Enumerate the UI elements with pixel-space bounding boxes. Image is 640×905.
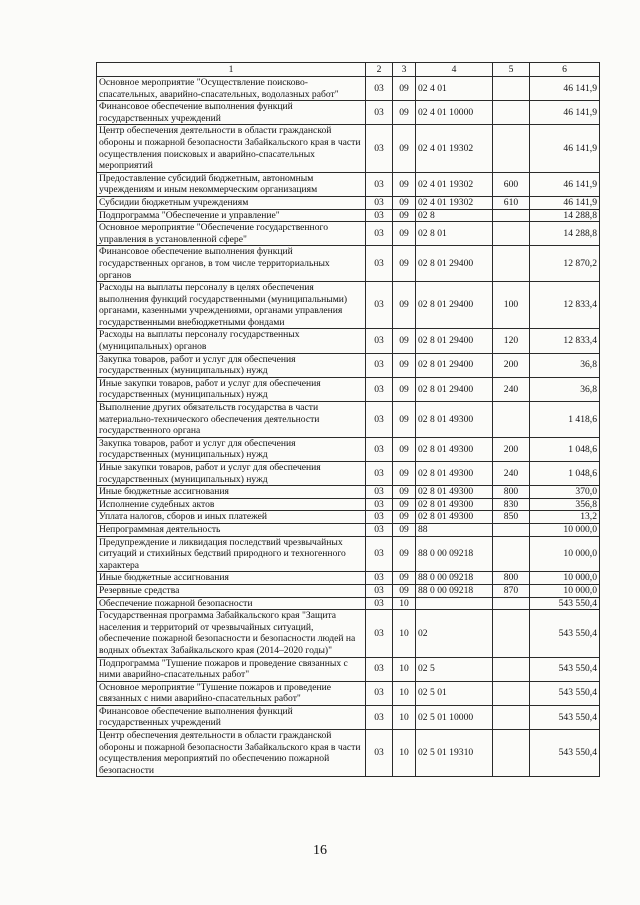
table-row: [97, 77, 600, 101]
target-article-cell: 02 8 01 49300: [416, 437, 493, 461]
section-code-cell: 03: [366, 511, 393, 524]
table-row: [97, 196, 600, 209]
row-name-cell: Субсидии бюджетным учреждениям: [97, 196, 366, 209]
header-row: [97, 63, 600, 77]
row-name-cell: Основное мероприятие "Тушение пожаров и проведение связанных с ними аварийно-спасательных работ": [97, 681, 366, 705]
row-name-cell: Расходы на выплаты персоналу государственных (муниципальных) органов: [97, 329, 366, 353]
expense-type-cell: [493, 705, 530, 729]
subsection-code-cell: 10: [393, 597, 416, 610]
target-article-cell: 02 5 01: [416, 681, 493, 705]
row-name-cell: Финансовое обеспечение выполнения функций государственных учреждений: [97, 101, 366, 125]
row-name-cell: Расходы на выплаты персоналу в целях обеспечения выполнения функций государственными (муниципальными) органами, казенными учреждениями, органами управления государственными внебюджетными фондами: [97, 282, 366, 329]
row-name-cell: Подпрограмма "Тушение пожаров и проведение связанных с ними аварийно-спасательных работ": [97, 657, 366, 681]
amount-cell: 543 550,4: [530, 597, 600, 610]
subsection-code-cell: 09: [393, 282, 416, 329]
subsection-code-cell: 09: [393, 437, 416, 461]
table-row: [97, 536, 600, 572]
subsection-code-cell: 09: [393, 77, 416, 101]
target-article-cell: 02 8 01 29400: [416, 246, 493, 282]
expense-type-cell: [493, 77, 530, 101]
expense-type-cell: 870: [493, 584, 530, 597]
table-row: [97, 353, 600, 377]
amount-cell: 12 833,4: [530, 329, 600, 353]
expense-type-cell: [493, 681, 530, 705]
expense-type-cell: [493, 597, 530, 610]
table-row: [97, 377, 600, 401]
amount-cell: 36,8: [530, 353, 600, 377]
expense-type-cell: [493, 730, 530, 777]
subsection-code-cell: 09: [393, 536, 416, 572]
amount-cell: 370,0: [530, 486, 600, 499]
table-row: [97, 282, 600, 329]
subsection-code-cell: 10: [393, 610, 416, 657]
expense-type-cell: [493, 402, 530, 438]
target-article-cell: 02 8 01: [416, 222, 493, 246]
amount-cell: 543 550,4: [530, 681, 600, 705]
expense-type-cell: 610: [493, 196, 530, 209]
amount-cell: 14 288,8: [530, 222, 600, 246]
expense-type-cell: [493, 523, 530, 536]
table-row: [97, 437, 600, 461]
amount-cell: 1 048,6: [530, 437, 600, 461]
section-code-cell: 03: [366, 172, 393, 196]
amount-cell: 543 550,4: [530, 705, 600, 729]
section-code-cell: 03: [366, 329, 393, 353]
expense-type-cell: [493, 610, 530, 657]
expense-type-cell: [493, 209, 530, 222]
amount-cell: 543 550,4: [530, 657, 600, 681]
section-code-cell: 03: [366, 101, 393, 125]
table-row: [97, 584, 600, 597]
target-article-cell: 02 8 01 29400: [416, 353, 493, 377]
expense-type-cell: 120: [493, 329, 530, 353]
amount-cell: 1 048,6: [530, 462, 600, 486]
expense-type-cell: 830: [493, 498, 530, 511]
table-row: [97, 222, 600, 246]
subsection-code-cell: 09: [393, 209, 416, 222]
row-name-cell: Исполнение судебных актов: [97, 498, 366, 511]
amount-cell: 12 870,2: [530, 246, 600, 282]
section-code-cell: 03: [366, 462, 393, 486]
row-name-cell: Центр обеспечения деятельности в области гражданской обороны и пожарной безопасности Забайкальского края в части осуществления мероприятий по обеспечению пожарной безопасности: [97, 730, 366, 777]
row-name-cell: Обеспечение пожарной безопасности: [97, 597, 366, 610]
row-name-cell: Основное мероприятие "Осуществление поисково-спасательных, аварийно-спасательных, водолазных работ": [97, 77, 366, 101]
section-code-cell: 03: [366, 536, 393, 572]
target-article-cell: 02 8 01 49300: [416, 402, 493, 438]
subsection-code-cell: 10: [393, 681, 416, 705]
table-row: [97, 511, 600, 524]
subsection-code-cell: 10: [393, 705, 416, 729]
target-article-cell: 02 5 01 19310: [416, 730, 493, 777]
section-code-cell: 03: [366, 222, 393, 246]
table-row: [97, 209, 600, 222]
expense-type-cell: 850: [493, 511, 530, 524]
expense-type-cell: 240: [493, 377, 530, 401]
subsection-code-cell: 09: [393, 125, 416, 172]
subsection-code-cell: 10: [393, 730, 416, 777]
table-row: [97, 462, 600, 486]
subsection-code-cell: 09: [393, 246, 416, 282]
amount-cell: 46 141,9: [530, 196, 600, 209]
subsection-code-cell: 09: [393, 584, 416, 597]
target-article-cell: 88 0 00 09218: [416, 584, 493, 597]
row-name-cell: Основное мероприятие "Обеспечение государственного управления в установленной сфере": [97, 222, 366, 246]
target-article-cell: 02 8: [416, 209, 493, 222]
target-article-cell: 02 8 01 29400: [416, 377, 493, 401]
row-name-cell: Иные закупки товаров, работ и услуг для обеспечения государственных (муниципальных) нужд: [97, 462, 366, 486]
table-row: [97, 486, 600, 499]
section-code-cell: 03: [366, 597, 393, 610]
target-article-cell: 02 8 01 49300: [416, 486, 493, 499]
expense-type-cell: [493, 222, 530, 246]
expense-type-cell: 200: [493, 437, 530, 461]
row-name-cell: Предоставление субсидий бюджетным, автономным учреждениям и иным некоммерческим организациям: [97, 172, 366, 196]
subsection-code-cell: 09: [393, 523, 416, 536]
section-code-cell: 03: [366, 705, 393, 729]
table-row: [97, 101, 600, 125]
section-code-cell: 03: [366, 730, 393, 777]
section-code-cell: 03: [366, 572, 393, 585]
expense-type-cell: 100: [493, 282, 530, 329]
section-code-cell: 03: [366, 681, 393, 705]
subsection-code-cell: 09: [393, 486, 416, 499]
amount-cell: 46 141,9: [530, 101, 600, 125]
column-header: 5: [493, 63, 530, 77]
section-code-cell: 03: [366, 584, 393, 597]
row-name-cell: Предупреждение и ликвидация последствий чрезвычайных ситуаций и стихийных бедствий природного и техногенного характера: [97, 536, 366, 572]
target-article-cell: 88 0 00 09218: [416, 572, 493, 585]
section-code-cell: 03: [366, 498, 393, 511]
subsection-code-cell: 09: [393, 101, 416, 125]
row-name-cell: Иные бюджетные ассигнования: [97, 572, 366, 585]
table-row: [97, 705, 600, 729]
table-row: [97, 172, 600, 196]
amount-cell: 356,8: [530, 498, 600, 511]
expense-type-cell: [493, 536, 530, 572]
target-article-cell: 02 8 01 49300: [416, 462, 493, 486]
table-row: [97, 572, 600, 585]
subsection-code-cell: 09: [393, 511, 416, 524]
table-row: [97, 329, 600, 353]
target-article-cell: 02 8 01 49300: [416, 498, 493, 511]
amount-cell: 10 000,0: [530, 523, 600, 536]
section-code-cell: 03: [366, 657, 393, 681]
subsection-code-cell: 09: [393, 222, 416, 246]
section-code-cell: 03: [366, 196, 393, 209]
amount-cell: 46 141,9: [530, 172, 600, 196]
column-header: 3: [393, 63, 416, 77]
amount-cell: 543 550,4: [530, 730, 600, 777]
row-name-cell: Закупка товаров, работ и услуг для обеспечения государственных (муниципальных) нужд: [97, 437, 366, 461]
amount-cell: 1 418,6: [530, 402, 600, 438]
subsection-code-cell: 09: [393, 196, 416, 209]
target-article-cell: 02 5: [416, 657, 493, 681]
target-article-cell: 88: [416, 523, 493, 536]
row-name-cell: Уплата налогов, сборов и иных платежей: [97, 511, 366, 524]
table-row: [97, 597, 600, 610]
target-article-cell: 02 8 01 49300: [416, 511, 493, 524]
subsection-code-cell: 09: [393, 329, 416, 353]
subsection-code-cell: 09: [393, 402, 416, 438]
subsection-code-cell: 09: [393, 572, 416, 585]
column-header: 2: [366, 63, 393, 77]
expense-type-cell: 600: [493, 172, 530, 196]
amount-cell: 543 550,4: [530, 610, 600, 657]
amount-cell: 13,2: [530, 511, 600, 524]
subsection-code-cell: 09: [393, 377, 416, 401]
section-code-cell: 03: [366, 125, 393, 172]
target-article-cell: 02 4 01 19302: [416, 125, 493, 172]
row-name-cell: Финансовое обеспечение выполнения функций государственных органов, в том числе территориальных органов: [97, 246, 366, 282]
row-name-cell: Закупка товаров, работ и услуг для обеспечения государственных (муниципальных) нужд: [97, 353, 366, 377]
table-row: [97, 610, 600, 657]
target-article-cell: [416, 597, 493, 610]
section-code-cell: 03: [366, 77, 393, 101]
target-article-cell: 88 0 00 09218: [416, 536, 493, 572]
row-name-cell: Подпрограмма "Обеспечение и управление": [97, 209, 366, 222]
section-code-cell: 03: [366, 402, 393, 438]
section-code-cell: 03: [366, 610, 393, 657]
subsection-code-cell: 09: [393, 172, 416, 196]
table-row: [97, 498, 600, 511]
target-article-cell: 02 4 01 10000: [416, 101, 493, 125]
subsection-code-cell: 09: [393, 353, 416, 377]
subsection-code-cell: 09: [393, 462, 416, 486]
row-name-cell: Иные бюджетные ассигнования: [97, 486, 366, 499]
section-code-cell: 03: [366, 246, 393, 282]
subsection-code-cell: 09: [393, 498, 416, 511]
section-code-cell: 03: [366, 209, 393, 222]
target-article-cell: 02: [416, 610, 493, 657]
page-number: 16: [313, 843, 327, 858]
table-row: [97, 730, 600, 777]
amount-cell: 10 000,0: [530, 584, 600, 597]
column-header: 6: [530, 63, 600, 77]
section-code-cell: 03: [366, 523, 393, 536]
table-row: [97, 523, 600, 536]
section-code-cell: 03: [366, 486, 393, 499]
row-name-cell: Центр обеспечения деятельности в области гражданской обороны и пожарной безопасности Забайкальского края в части осуществления поисковых и аварийно-спасательных мероприятий: [97, 125, 366, 172]
table-row: [97, 246, 600, 282]
table-row: [97, 681, 600, 705]
expense-type-cell: 800: [493, 572, 530, 585]
expense-type-cell: 800: [493, 486, 530, 499]
table-row: [97, 125, 600, 172]
section-code-cell: 03: [366, 437, 393, 461]
target-article-cell: 02 4 01 19302: [416, 196, 493, 209]
section-code-cell: 03: [366, 377, 393, 401]
section-code-cell: 03: [366, 282, 393, 329]
target-article-cell: 02 4 01 19302: [416, 172, 493, 196]
row-name-cell: Финансовое обеспечение выполнения функций государственных учреждений: [97, 705, 366, 729]
target-article-cell: 02 8 01 29400: [416, 282, 493, 329]
row-name-cell: Выполнение других обязательств государства в части материально-технического обеспечения деятельности государственного органа: [97, 402, 366, 438]
budget-table: [96, 62, 600, 777]
column-header: 1: [97, 63, 366, 77]
expense-type-cell: 240: [493, 462, 530, 486]
target-article-cell: 02 5 01 10000: [416, 705, 493, 729]
row-name-cell: Непрограммная деятельность: [97, 523, 366, 536]
row-name-cell: Иные закупки товаров, работ и услуг для обеспечения государственных (муниципальных) нужд: [97, 377, 366, 401]
amount-cell: 10 000,0: [530, 536, 600, 572]
amount-cell: 46 141,9: [530, 77, 600, 101]
table-row: [97, 657, 600, 681]
expense-type-cell: [493, 101, 530, 125]
row-name-cell: Резервные средства: [97, 584, 366, 597]
column-header: 4: [416, 63, 493, 77]
section-code-cell: 03: [366, 353, 393, 377]
expense-type-cell: [493, 657, 530, 681]
amount-cell: 10 000,0: [530, 572, 600, 585]
expense-type-cell: [493, 246, 530, 282]
table-row: [97, 402, 600, 438]
amount-cell: 46 141,9: [530, 125, 600, 172]
expense-type-cell: [493, 125, 530, 172]
row-name-cell: Государственная программа Забайкальского края "Защита населения и территорий от чрезвычайных ситуаций, обеспечение пожарной безопасности и безопасности людей на водных объектах Забайкальского края (2014–2020 годы)": [97, 610, 366, 657]
amount-cell: 14 288,8: [530, 209, 600, 222]
amount-cell: 36,8: [530, 377, 600, 401]
amount-cell: 12 833,4: [530, 282, 600, 329]
subsection-code-cell: 10: [393, 657, 416, 681]
expense-type-cell: 200: [493, 353, 530, 377]
target-article-cell: 02 4 01: [416, 77, 493, 101]
target-article-cell: 02 8 01 29400: [416, 329, 493, 353]
